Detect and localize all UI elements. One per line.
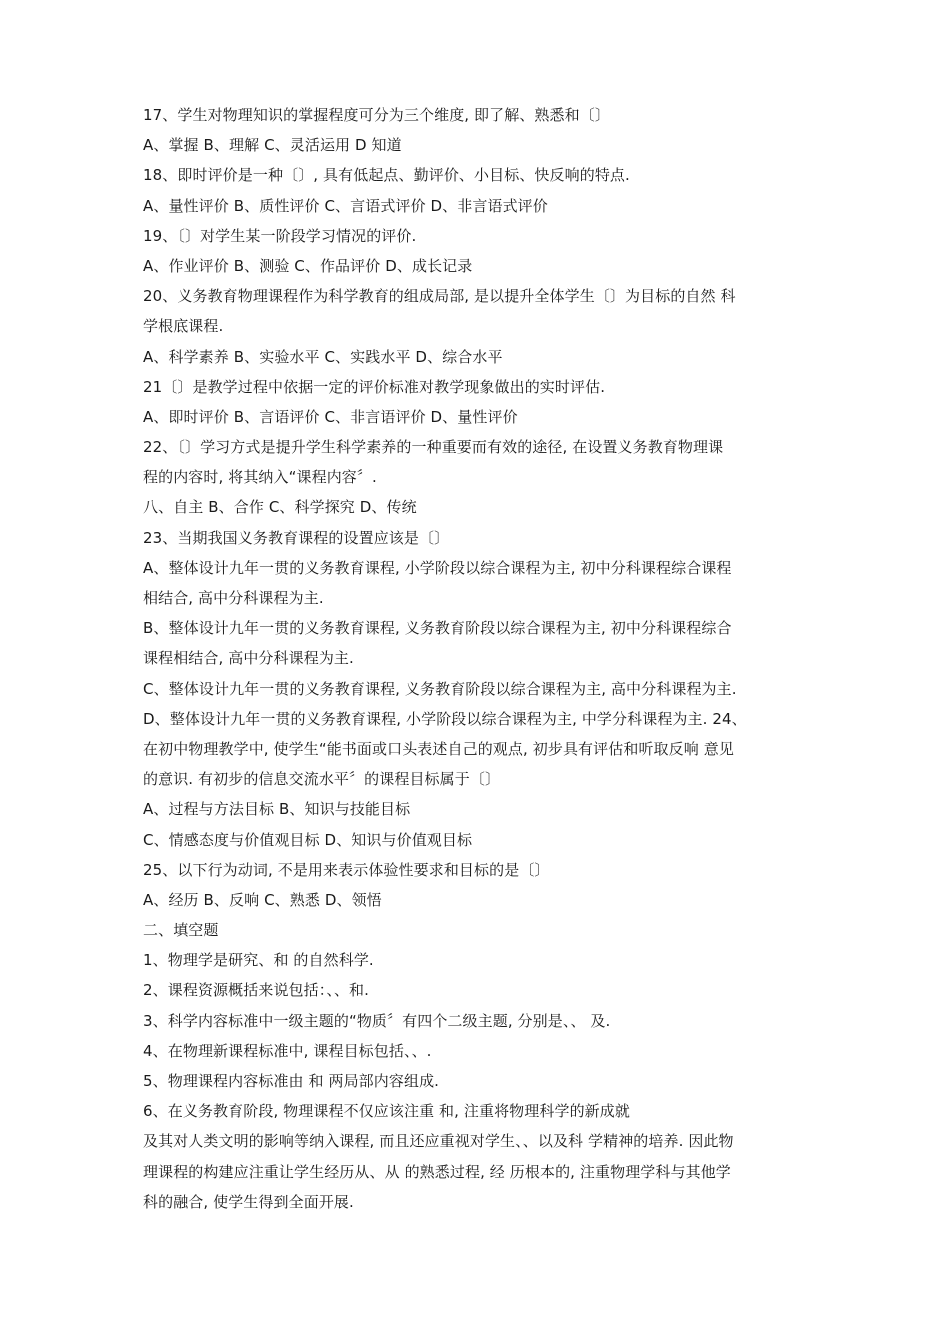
question-24-continued: 的意识. 有初步的信息交流水平〞的课程目标属于〔〕 [143, 770, 501, 789]
question-20-options: A、科学素养 B、实验水平 C、实践水平 D、综合水平 [143, 347, 503, 366]
question-22-options: 八、自主 B、合作 C、科学探究 D、传统 [143, 498, 417, 517]
question-23-option-d: D、整体设计九年一贯的义务教育课程, 小学阶段以综合课程为主, 中学分科课程为主. 24、 [143, 709, 747, 728]
section-heading-fill-in: 二、填空题 [143, 921, 219, 940]
question-22: 22、〔〕学习方式是提升学生科学素养的一种重要而有效的途径, 在设置义务教育物理课 [143, 438, 724, 457]
question-21-options: A、即时评价 B、言语评价 C、非言语评价 D、量性评价 [143, 407, 518, 426]
question-17: 17、学生对物理知识的掌握程度可分为三个维度, 即了解、熟悉和〔〕 [143, 106, 610, 124]
fill-question-6: 6、在义务教育阶段, 物理课程不仅应该注重 和, 注重将物理科学的新成就 [143, 1102, 630, 1121]
question-22-continued: 程的内容时, 将其纳入“课程内容〞. [143, 468, 377, 487]
question-23-option-b: B、整体设计九年一贯的义务教育课程, 义务教育阶段以综合课程为主, 初中分科课程综合 [143, 619, 732, 638]
document-body [143, 100, 823, 1217]
question-23-option-a-continued: 相结合, 高中分科课程为主. [143, 589, 324, 607]
question-20-continued: 学根底课程. [143, 317, 224, 336]
fill-question-3: 3、科学内容标准中一级主题的“物质〞有四个二级主题, 分别是、、 及. [143, 1011, 611, 1030]
question-19: 19、〔〕对学生某一阶段学习情况的评价. [143, 226, 417, 245]
fill-question-4: 4、在物理新课程标准中, 课程目标包括、、. [143, 1041, 432, 1060]
fill-question-6-continued-1: 及其对人类文明的影响等纳入课程, 而且还应重视对学生、、以及科 学精神的培养. 因此物 [143, 1132, 734, 1151]
question-23: 23、当期我国义务教育课程的设置应该是〔〕 [143, 528, 450, 547]
question-25: 25、以下行为动词, 不是用来表示体验性要求和目标的是〔〕 [143, 860, 550, 879]
question-25-options: A、经历 B、反响 C、熟悉 D、领悟 [143, 890, 382, 909]
question-23-option-a: A、整体设计九年一贯的义务教育课程, 小学阶段以综合课程为主, 初中分科课程综合课程 [143, 558, 732, 577]
fill-question-6-continued-2: 理课程的构建应注重让学生经历从、从 的熟悉过程, 经 历根本的, 注重物理学科与其他学 [143, 1162, 731, 1181]
question-24: 在初中物理教学中, 使学生“能书面或口头表述自己的观点, 初步具有评估和听取反响 意见 [143, 739, 734, 758]
question-18: 18、即时评价是一种〔〕, 具有低起点、勤评价、小目标、快反响的特点. [143, 166, 630, 185]
fill-question-5: 5、物理课程内容标准由 和 两局部内容组成. [143, 1072, 440, 1090]
question-20: 20、义务教育物理课程作为科学教育的组成局部, 是以提升全体学生〔〕为目标的自然 科 [143, 287, 736, 306]
question-24-options-cd: C、情感态度与价值观目标 D、知识与价值观目标 [143, 830, 473, 849]
question-21: 21〔〕是教学过程中依据一定的评价标准对教学现象做出的实时评估. [143, 377, 606, 396]
fill-question-2: 2、课程资源概括来说包括：、、和. [143, 981, 370, 1000]
question-17-options: A、掌握 B、理解 C、灵活运用 D 知道 [143, 136, 402, 155]
question-19-options: A、作业评价 B、测验 C、作品评价 D、成长记录 [143, 256, 473, 275]
question-18-options: A、量性评价 B、质性评价 C、言语式评价 D、非言语式评价 [143, 196, 548, 215]
question-24-options-ab: A、过程与方法目标 B、知识与技能目标 [143, 800, 411, 819]
fill-question-1: 1、物理学是研究、和 的自然科学. [143, 951, 374, 970]
fill-question-6-continued-3: 科的融合, 使学生得到全面开展. [143, 1192, 354, 1211]
question-23-option-b-continued: 课程相结合, 高中分科课程为主. [143, 649, 354, 668]
question-23-option-c: C、整体设计九年一贯的义务教育课程, 义务教育阶段以综合课程为主, 高中分科课程为主. [143, 679, 737, 698]
